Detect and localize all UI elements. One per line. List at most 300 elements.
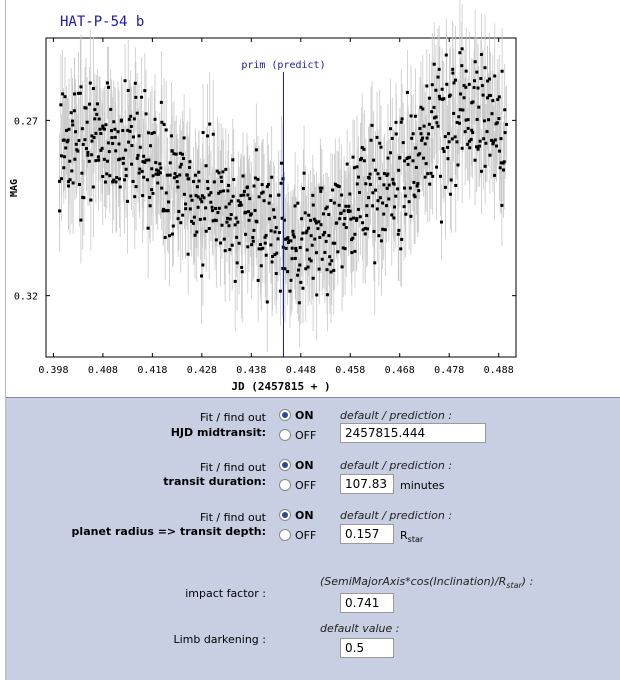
data-point [365, 214, 368, 217]
data-point [501, 70, 504, 73]
data-point [140, 96, 143, 99]
duration-off-radio[interactable] [279, 479, 291, 491]
data-point [374, 189, 377, 192]
data-point [439, 175, 442, 178]
data-point [333, 201, 336, 204]
data-point [192, 222, 195, 225]
data-point [252, 229, 255, 232]
data-point [451, 137, 454, 140]
data-point [473, 86, 476, 89]
data-point [410, 114, 413, 117]
data-point [438, 97, 441, 100]
data-point [417, 189, 420, 192]
data-point [279, 290, 282, 293]
data-point [118, 142, 121, 145]
data-point [96, 102, 99, 105]
data-point [218, 207, 221, 210]
data-point [246, 185, 249, 188]
data-point [234, 280, 237, 283]
limb-hint: default value : [320, 622, 400, 635]
data-point [278, 231, 281, 234]
x-tick-label: 0.398 [38, 365, 69, 376]
data-point [481, 84, 484, 87]
limb-darkening-input[interactable]: 0.5 [340, 638, 394, 658]
data-point [268, 217, 271, 220]
data-point [205, 230, 208, 233]
data-point [147, 159, 150, 162]
data-point [181, 153, 184, 156]
data-point [195, 231, 198, 234]
data-point [350, 251, 353, 254]
data-point [270, 229, 273, 232]
data-point [294, 257, 297, 260]
data-point [200, 274, 203, 277]
data-point [63, 95, 66, 98]
data-point [197, 171, 200, 174]
data-point [241, 270, 244, 273]
data-point [445, 83, 448, 86]
data-point [74, 130, 77, 133]
duration-on-label: ON [295, 459, 314, 472]
data-point [427, 132, 430, 135]
data-point [190, 199, 193, 202]
data-point [184, 202, 187, 205]
duration-on-radio[interactable] [279, 459, 291, 471]
data-point [240, 204, 243, 207]
data-point [79, 92, 82, 95]
data-point [227, 224, 230, 227]
data-point [172, 225, 175, 228]
data-point [181, 214, 184, 217]
data-point [471, 131, 474, 134]
data-point [170, 134, 173, 137]
data-point [394, 121, 397, 124]
data-point [256, 178, 259, 181]
data-point [499, 166, 502, 169]
impact-factor-input[interactable]: 0.741 [340, 593, 394, 613]
data-point [495, 145, 498, 148]
data-point [188, 160, 191, 163]
data-point [165, 191, 168, 194]
data-point [257, 279, 260, 282]
data-point [67, 128, 70, 131]
data-point [291, 247, 294, 250]
data-point [259, 243, 262, 246]
data-point [379, 196, 382, 199]
data-point [496, 121, 499, 124]
data-point [442, 97, 445, 100]
data-point [176, 186, 179, 189]
data-point [329, 199, 332, 202]
data-point [498, 150, 501, 153]
data-point [187, 253, 190, 256]
data-point [426, 137, 429, 140]
data-point [110, 129, 113, 132]
data-point [114, 136, 117, 139]
data-point [313, 238, 316, 241]
duration-off-label: OFF [295, 479, 317, 492]
data-point [349, 218, 352, 221]
data-point [474, 60, 477, 63]
data-point [251, 236, 254, 239]
data-point [467, 118, 470, 121]
data-point [464, 130, 467, 133]
data-point [90, 153, 93, 156]
data-point [343, 223, 346, 226]
data-point [247, 210, 250, 213]
data-point [310, 259, 313, 262]
data-point [392, 216, 395, 219]
data-point [389, 151, 392, 154]
data-point [234, 223, 237, 226]
data-point [450, 178, 453, 181]
data-point [479, 140, 482, 143]
data-point [228, 248, 231, 251]
data-point [269, 194, 272, 197]
data-point [431, 175, 434, 178]
x-tick-label: 0.448 [285, 365, 316, 376]
data-point [378, 142, 381, 145]
data-point [101, 147, 104, 150]
data-point [61, 92, 64, 95]
data-point [108, 150, 111, 153]
data-point [104, 181, 107, 184]
data-point [477, 106, 480, 109]
data-point [99, 132, 102, 135]
data-point [170, 150, 173, 153]
data-point [235, 217, 238, 220]
radius-off-label: OFF [295, 529, 317, 542]
data-point [79, 219, 82, 222]
data-point [67, 184, 70, 187]
data-point [250, 243, 253, 246]
data-point [270, 176, 273, 179]
data-point [88, 160, 91, 163]
data-point [202, 131, 205, 134]
data-point [480, 170, 483, 173]
data-point [296, 202, 299, 205]
data-point [188, 166, 191, 169]
data-point [294, 204, 297, 207]
data-point [171, 233, 174, 236]
data-point [209, 201, 212, 204]
data-point [406, 91, 409, 94]
data-point [143, 89, 146, 92]
data-point [84, 107, 87, 110]
hjd-midtransit-label: HJD midtransit: [170, 426, 266, 439]
data-point [231, 158, 234, 161]
data-point [106, 81, 109, 84]
data-point [232, 195, 235, 198]
data-point [175, 175, 178, 178]
data-point [183, 136, 186, 139]
data-point [393, 183, 396, 186]
data-point [435, 121, 438, 124]
data-point [484, 66, 487, 69]
data-point [412, 181, 415, 184]
data-point [224, 168, 227, 171]
data-point [458, 51, 461, 54]
data-point [369, 173, 372, 176]
data-point [390, 213, 393, 216]
data-point [420, 132, 423, 135]
data-point [113, 128, 116, 131]
data-point [449, 94, 452, 97]
data-point [320, 187, 323, 190]
data-point [226, 217, 229, 220]
data-point [236, 221, 239, 224]
data-point [265, 234, 268, 237]
data-point [285, 247, 288, 250]
impact-hint-sub: star [506, 581, 522, 591]
fit-parameters-panel [6, 397, 620, 680]
data-point [318, 268, 321, 271]
data-point [446, 146, 449, 149]
data-point [307, 227, 310, 230]
data-point [167, 209, 170, 212]
data-point [286, 236, 289, 239]
data-point [209, 191, 212, 194]
data-point [290, 279, 293, 282]
data-point [260, 264, 263, 267]
data-point [132, 180, 135, 183]
data-point [212, 133, 215, 136]
radius-off-radio[interactable] [279, 529, 291, 541]
data-point [312, 204, 315, 207]
data-point [435, 166, 438, 169]
data-point [414, 195, 417, 198]
data-point [377, 234, 380, 237]
data-point [470, 138, 473, 141]
data-point [153, 131, 156, 134]
data-point [70, 111, 73, 114]
data-point [118, 177, 121, 180]
chart-title: HAT-P-54 b [60, 14, 145, 30]
data-point [457, 115, 460, 118]
data-point [328, 255, 331, 258]
data-point [125, 168, 128, 171]
data-point [168, 234, 171, 237]
data-point [371, 191, 374, 194]
data-point [221, 224, 224, 227]
planet-radius-input[interactable]: 0.157 [340, 524, 394, 544]
radius-hint: default / prediction : [340, 509, 453, 522]
data-point [376, 136, 379, 139]
data-point [216, 211, 219, 214]
data-point [89, 199, 92, 202]
data-point [67, 139, 70, 142]
data-point [323, 231, 326, 234]
data-point [222, 189, 225, 192]
data-point [296, 274, 299, 277]
data-point [275, 252, 278, 255]
data-point [117, 130, 120, 133]
data-point [145, 159, 148, 162]
data-point [403, 187, 406, 190]
data-point [356, 165, 359, 168]
data-point [365, 204, 368, 207]
data-point [127, 89, 130, 92]
data-point [447, 132, 450, 135]
data-point [136, 157, 139, 160]
data-point [376, 172, 379, 175]
data-point [125, 174, 128, 177]
data-point [493, 74, 496, 77]
data-point [200, 200, 203, 203]
data-point [142, 176, 145, 179]
data-point [376, 207, 379, 210]
data-point [88, 103, 91, 106]
radius-on-label: ON [295, 509, 314, 522]
x-tick-label: 0.438 [236, 365, 267, 376]
data-point [277, 237, 280, 240]
data-point [449, 193, 452, 196]
data-point [428, 123, 431, 126]
data-point [393, 205, 396, 208]
data-point [401, 117, 404, 120]
hjd-on-radio[interactable] [279, 409, 291, 421]
data-point [269, 243, 272, 246]
data-point [504, 131, 507, 134]
data-point [128, 130, 131, 133]
data-point [338, 185, 341, 188]
fit-label-3: Fit / find out [200, 511, 266, 524]
data-point [128, 118, 131, 121]
data-point [242, 174, 245, 177]
data-point [468, 146, 471, 149]
data-point [76, 150, 79, 153]
data-point [340, 212, 343, 215]
data-point [86, 151, 89, 154]
x-tick-label: 0.418 [137, 365, 168, 376]
data-point [468, 83, 471, 86]
data-point [428, 183, 431, 186]
data-point [372, 230, 375, 233]
data-point [310, 234, 313, 237]
data-point [156, 181, 159, 184]
data-point [223, 238, 226, 241]
data-point [487, 118, 490, 121]
data-point [58, 180, 61, 183]
radius-unit [400, 529, 423, 544]
data-point [136, 112, 139, 115]
data-point [491, 112, 494, 115]
data-point [197, 206, 200, 209]
data-point [206, 180, 209, 183]
data-point [114, 149, 117, 152]
data-point [353, 233, 356, 236]
data-point [111, 142, 114, 145]
data-point [397, 229, 400, 232]
data-point [464, 86, 467, 89]
data-point [454, 79, 457, 82]
duration-unit: minutes [400, 479, 445, 492]
data-point [86, 154, 89, 157]
data-point [264, 242, 267, 245]
data-point [148, 196, 151, 199]
data-point [391, 178, 394, 181]
data-point [503, 160, 506, 163]
data-point [458, 122, 461, 125]
data-point [297, 269, 300, 272]
data-point [280, 162, 283, 165]
data-point [204, 206, 207, 209]
radius-unit-main: R [400, 529, 408, 542]
data-point [488, 154, 491, 157]
data-point [474, 159, 477, 162]
data-point [444, 186, 447, 189]
data-point [309, 219, 312, 222]
data-point [418, 152, 421, 155]
data-point [206, 187, 209, 190]
data-point [330, 259, 333, 262]
data-point [319, 223, 322, 226]
data-point [154, 118, 157, 121]
data-point [355, 217, 358, 220]
transit-duration-input[interactable]: 107.83 [340, 474, 394, 494]
planet-radius-label: planet radius => transit depth: [71, 525, 266, 538]
data-point [268, 202, 271, 205]
data-point [273, 216, 276, 219]
data-point [348, 193, 351, 196]
radius-on-radio[interactable] [279, 509, 291, 521]
data-point [380, 146, 383, 149]
data-point [261, 247, 264, 250]
limb-darkening-label: Limb darkening : [173, 633, 266, 646]
data-point [402, 141, 405, 144]
data-point [220, 176, 223, 179]
data-point [150, 188, 153, 191]
hjd-midtransit-input[interactable]: 2457815.444 [340, 423, 486, 443]
data-point [151, 192, 154, 195]
data-point [317, 220, 320, 223]
data-point [93, 108, 96, 111]
data-point [215, 219, 218, 222]
data-point [316, 227, 319, 230]
data-point [132, 135, 135, 138]
data-point [298, 301, 301, 304]
data-point [184, 207, 187, 210]
data-point [372, 159, 375, 162]
data-point [73, 92, 76, 95]
data-point [103, 128, 106, 131]
data-point [90, 140, 93, 143]
data-point [130, 144, 133, 147]
data-point [378, 177, 381, 180]
hjd-off-radio[interactable] [279, 429, 291, 441]
data-point [318, 236, 321, 239]
data-point [215, 238, 218, 241]
data-point [224, 249, 227, 252]
data-point [380, 239, 383, 242]
data-point [486, 130, 489, 133]
data-point [307, 266, 310, 269]
data-point [199, 198, 202, 201]
data-point [169, 161, 172, 164]
data-point [488, 78, 491, 81]
data-point [121, 129, 124, 132]
data-point [363, 159, 366, 162]
data-point [476, 118, 479, 121]
data-point [179, 221, 182, 224]
data-point [227, 184, 230, 187]
data-point [381, 228, 384, 231]
data-point [248, 197, 251, 200]
data-point [258, 195, 261, 198]
data-point [63, 155, 66, 158]
data-point [137, 154, 140, 157]
data-point [112, 120, 115, 123]
